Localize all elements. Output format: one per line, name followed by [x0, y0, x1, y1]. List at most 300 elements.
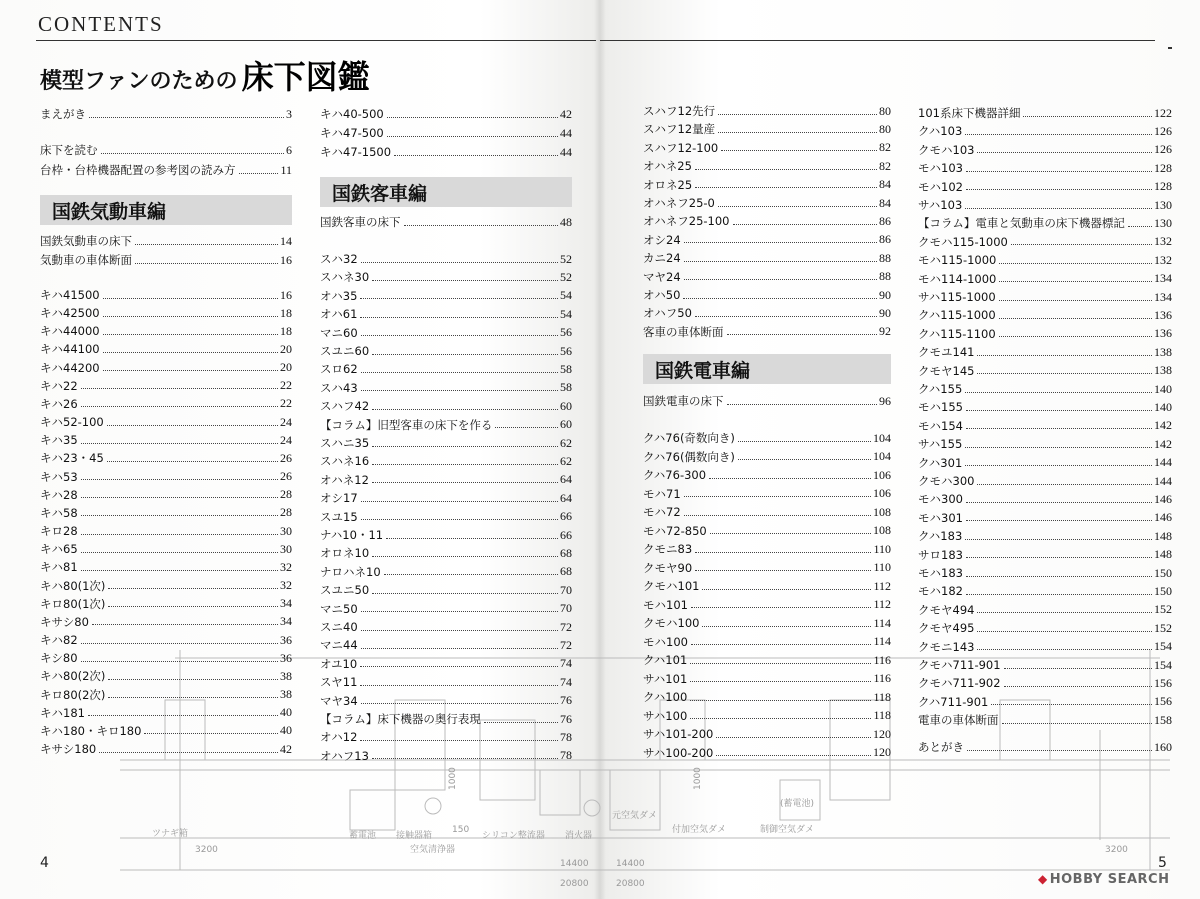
- right-page: [600, 0, 1200, 899]
- toc-entry[interactable]: [918, 398, 1172, 416]
- toc-entry[interactable]: [918, 619, 1172, 637]
- toc-entry[interactable]: [320, 600, 572, 618]
- toc-entry-title: 気動車の車体断面: [40, 253, 132, 267]
- toc-entry[interactable]: [320, 636, 572, 654]
- toc-entry[interactable]: [320, 342, 572, 360]
- toc-entry-title: キハ44100: [40, 342, 100, 357]
- toc-entry-page: 160: [1154, 739, 1172, 754]
- toc-entry[interactable]: [918, 214, 1172, 232]
- toc-entry-title: キハ80(2次): [40, 669, 106, 684]
- toc-entry[interactable]: [918, 601, 1172, 619]
- toc-entry[interactable]: [643, 670, 891, 688]
- toc-entry-page: 136: [1154, 307, 1172, 322]
- toc-entry[interactable]: [643, 212, 891, 230]
- toc-entry-page: 138: [1154, 344, 1172, 359]
- leader-dots: [361, 630, 558, 631]
- toc-entry-title: オハネ25: [643, 159, 692, 174]
- toc-entry-title: クハ76(奇数向き): [643, 431, 735, 445]
- toc-entry[interactable]: [320, 143, 572, 161]
- leader-dots: [108, 588, 278, 589]
- toc-entry-title: クモヤ90: [643, 560, 693, 575]
- toc-entry-title: オユ10: [320, 656, 358, 671]
- toc-entry-title: サハ103: [918, 198, 963, 212]
- toc-entry-page: 58: [560, 380, 572, 395]
- toc-entry[interactable]: [40, 486, 292, 504]
- toc-entry-title: マヤ34: [320, 693, 358, 708]
- toc-entry[interactable]: [40, 504, 292, 522]
- toc-entry[interactable]: [643, 614, 891, 632]
- toc-entry[interactable]: [643, 485, 891, 503]
- toc-entry-page: 6: [286, 142, 292, 157]
- toc-entry-title: クハ103: [918, 124, 963, 139]
- toc-entry[interactable]: [918, 674, 1172, 692]
- toc-entry-title: モハ155: [918, 400, 963, 415]
- toc-entry-page: 106: [873, 467, 891, 482]
- leader-dots: [372, 409, 558, 410]
- toc-entry-page: 90: [879, 305, 891, 320]
- toc-entry-page: 80: [879, 121, 891, 136]
- toc-entry-title: サロ183: [918, 547, 963, 562]
- toc-entry[interactable]: [918, 656, 1172, 674]
- toc-entry[interactable]: [320, 581, 572, 599]
- toc-entry-page: 32: [280, 578, 292, 593]
- toc-entry-title: キハ180・キロ180: [40, 723, 142, 738]
- toc-entry[interactable]: [643, 157, 891, 175]
- leader-dots: [709, 478, 871, 479]
- toc-entry[interactable]: [918, 738, 1172, 756]
- toc-entry-page: 118: [873, 689, 891, 704]
- toc-entry[interactable]: [643, 540, 891, 558]
- toc-entry[interactable]: [918, 104, 1172, 122]
- toc-entry[interactable]: [40, 649, 292, 667]
- toc-entry-title: マヤ24: [643, 269, 681, 284]
- toc-entry-title: スハフ42: [320, 399, 370, 414]
- toc-entry[interactable]: [918, 454, 1172, 472]
- toc-entry[interactable]: [643, 249, 891, 267]
- toc-entry[interactable]: [40, 704, 292, 722]
- toc-entry-page: 110: [873, 560, 891, 574]
- toc-entry[interactable]: [40, 449, 292, 467]
- toc-entry-title: クハ183: [918, 529, 963, 544]
- leader-dots: [999, 281, 1152, 282]
- leader-dots: [81, 661, 278, 662]
- toc-entry-title: オハフ50: [643, 306, 692, 321]
- toc-entry[interactable]: [918, 159, 1172, 177]
- toc-entry[interactable]: [643, 448, 891, 466]
- toc-entry-page: 70: [560, 601, 572, 616]
- toc-entry-page: 22: [280, 378, 292, 393]
- toc-entry-title: キロ28: [40, 524, 78, 539]
- toc-entry-page: 78: [560, 729, 572, 744]
- leader-dots: [360, 740, 558, 741]
- toc-entry[interactable]: [320, 673, 572, 691]
- toc-entry-page: 128: [1154, 160, 1172, 175]
- toc-entry[interactable]: [40, 395, 292, 413]
- leader-dots: [372, 482, 558, 483]
- toc-entry[interactable]: [320, 250, 572, 268]
- toc-entry-page: 152: [1154, 602, 1172, 617]
- toc-entry[interactable]: [643, 323, 891, 341]
- toc-entry[interactable]: [918, 509, 1172, 527]
- toc-entry[interactable]: [40, 141, 292, 159]
- toc-entry[interactable]: [40, 540, 292, 558]
- toc-entry-title: マニ60: [320, 325, 358, 340]
- drawing-dimension: 20800: [560, 879, 589, 889]
- toc-entry[interactable]: [320, 287, 572, 305]
- toc-entry[interactable]: [40, 722, 292, 740]
- toc-entry-page: 156: [1154, 675, 1172, 690]
- toc-entry[interactable]: [643, 725, 891, 743]
- toc-entry[interactable]: [643, 744, 891, 762]
- leader-dots: [684, 261, 877, 262]
- toc-entry[interactable]: [320, 360, 572, 378]
- toc-entry[interactable]: [320, 268, 572, 286]
- toc-entry[interactable]: [40, 595, 292, 613]
- toc-entry[interactable]: [320, 105, 572, 123]
- toc-column-2: [320, 0, 572, 899]
- leader-dots: [81, 515, 278, 516]
- toc-entry[interactable]: [918, 711, 1172, 729]
- page-number-left: 4: [40, 855, 49, 871]
- leader-dots: [684, 279, 877, 280]
- toc-entry[interactable]: [40, 232, 292, 250]
- toc-entry[interactable]: [918, 251, 1172, 269]
- toc-entry[interactable]: [40, 522, 292, 540]
- toc-entry-page: 112: [873, 578, 891, 593]
- toc-entry-title: サハ155: [918, 437, 963, 452]
- toc-entry-page: 106: [873, 486, 891, 500]
- toc-entry[interactable]: [918, 546, 1172, 564]
- toc-entry[interactable]: [918, 325, 1172, 343]
- toc-entry[interactable]: [643, 577, 891, 595]
- toc-entry[interactable]: [643, 522, 891, 540]
- toc-entry-page: 104: [873, 430, 891, 445]
- toc-entry-page: 54: [560, 306, 572, 321]
- toc-entry-title: キロ80(1次): [40, 596, 106, 611]
- toc-entry[interactable]: [643, 176, 891, 194]
- toc-entry-title: キハ80(1次): [40, 578, 106, 593]
- toc-entry-title: スユ15: [320, 509, 358, 524]
- toc-entry-title: サハ100-200: [643, 745, 714, 760]
- toc-entry[interactable]: [918, 196, 1172, 214]
- leader-dots: [977, 649, 1152, 650]
- section-heading-text: 国鉄気動車編: [52, 200, 167, 223]
- toc-entry[interactable]: [40, 686, 292, 704]
- toc-entry-title: まえがき: [40, 107, 86, 121]
- leader-dots: [695, 552, 871, 553]
- leader-dots: [977, 355, 1152, 356]
- toc-entry[interactable]: [40, 286, 292, 304]
- toc-entry-title: 【コラム】床下機器の奥行表現: [320, 712, 481, 726]
- toc-entry[interactable]: [918, 417, 1172, 435]
- leader-dots: [967, 750, 1152, 751]
- toc-entry[interactable]: [40, 558, 292, 576]
- drawing-label: 蓄電池: [349, 831, 377, 841]
- toc-entry[interactable]: [918, 380, 1172, 398]
- toc-entry[interactable]: [40, 413, 292, 431]
- toc-entry[interactable]: [40, 161, 292, 179]
- toc-entry-title: オハフ13: [320, 748, 369, 763]
- toc-entry-title: クモハ100: [643, 616, 700, 630]
- toc-entry-page: 92: [879, 324, 891, 339]
- toc-entry-title: モハ72: [643, 505, 681, 519]
- drawing-dimension: 150: [452, 825, 470, 835]
- leader-dots: [92, 624, 278, 625]
- toc-entry-title: オハ35: [320, 288, 358, 303]
- section-heading-text: 国鉄電車編: [655, 359, 751, 382]
- leader-dots: [733, 224, 877, 225]
- toc-entry[interactable]: [918, 490, 1172, 508]
- leader-dots: [372, 354, 558, 355]
- toc-entry-page: 88: [879, 269, 891, 284]
- leader-dots: [718, 114, 877, 115]
- toc-entry-title: キハ65: [40, 542, 78, 557]
- toc-entry[interactable]: [918, 362, 1172, 380]
- leader-dots: [108, 606, 278, 607]
- toc-entry-title: スハフ12先行: [643, 104, 716, 118]
- toc-entry-page: 26: [280, 450, 292, 465]
- toc-entry[interactable]: [918, 141, 1172, 159]
- toc-entry-title: キハ47-500: [320, 126, 384, 140]
- toc-entry[interactable]: [918, 178, 1172, 196]
- toc-entry[interactable]: [40, 740, 292, 758]
- toc-entry[interactable]: [320, 397, 572, 415]
- toc-entry[interactable]: [320, 508, 572, 526]
- leader-dots: [999, 336, 1152, 337]
- toc-entry-title: スハ32: [320, 252, 358, 266]
- toc-entry[interactable]: [320, 124, 572, 142]
- toc-entry[interactable]: [643, 268, 891, 286]
- leader-dots: [81, 552, 278, 553]
- toc-entry[interactable]: [643, 120, 891, 138]
- toc-entry[interactable]: [40, 251, 292, 269]
- drawing-label: 付加空気ダメ: [672, 825, 727, 835]
- toc-entry-page: 138: [1154, 363, 1172, 378]
- toc-entry-title: 台枠・台枠機器配置の参考図の読み方: [40, 163, 236, 177]
- toc-entry-page: 52: [560, 269, 572, 284]
- toc-entry[interactable]: [643, 139, 891, 157]
- toc-entry-title: サハ100: [643, 708, 688, 723]
- toc-entry[interactable]: [320, 305, 572, 323]
- leader-dots: [361, 262, 558, 263]
- toc-entry[interactable]: [40, 322, 292, 340]
- leader-dots: [107, 425, 278, 426]
- toc-entry[interactable]: [320, 213, 572, 231]
- toc-entry[interactable]: [918, 582, 1172, 600]
- toc-entry-title: モハ102: [918, 179, 963, 194]
- toc-entry-page: 96: [879, 393, 891, 408]
- toc-entry[interactable]: [40, 304, 292, 322]
- toc-entry-page: 144: [1154, 455, 1172, 470]
- toc-entry-page: 32: [280, 559, 292, 574]
- toc-entry-title: キハ26: [40, 396, 78, 411]
- toc-entry[interactable]: [918, 122, 1172, 140]
- toc-entry[interactable]: [643, 651, 891, 669]
- toc-entry[interactable]: [40, 377, 292, 395]
- toc-entry-title: モハ301: [918, 510, 963, 525]
- toc-entry[interactable]: [40, 577, 292, 595]
- leader-dots: [695, 169, 877, 170]
- toc-entry[interactable]: [320, 324, 572, 342]
- toc-entry-title: クハ115-1100: [918, 326, 996, 341]
- toc-entry-page: 3: [286, 106, 292, 121]
- toc-entry[interactable]: [918, 564, 1172, 582]
- leader-dots: [966, 576, 1152, 577]
- leader-dots: [372, 464, 558, 465]
- toc-entry-page: 130: [1154, 215, 1172, 230]
- toc-entry-title: サハ115-1000: [918, 290, 996, 304]
- leader-dots: [361, 390, 558, 391]
- toc-entry[interactable]: [643, 304, 891, 322]
- toc-entry[interactable]: [643, 596, 891, 614]
- toc-entry-page: 146: [1154, 510, 1172, 525]
- toc-entry[interactable]: [40, 105, 292, 123]
- toc-entry[interactable]: [643, 707, 891, 725]
- toc-entry[interactable]: [918, 270, 1172, 288]
- toc-entry[interactable]: [643, 392, 891, 410]
- toc-entry[interactable]: [40, 667, 292, 685]
- drawing-dimension: 3200: [1105, 845, 1128, 855]
- leader-dots: [999, 300, 1152, 301]
- toc-entry[interactable]: [643, 503, 891, 521]
- leader-dots: [103, 298, 278, 299]
- toc-entry-title: モハ103: [918, 161, 963, 176]
- toc-entry-page: 60: [560, 417, 572, 432]
- toc-entry-title: クハ711-901: [918, 694, 989, 709]
- toc-entry[interactable]: [918, 343, 1172, 361]
- toc-entry[interactable]: [320, 692, 572, 710]
- toc-entry[interactable]: [643, 194, 891, 212]
- leader-dots: [103, 370, 278, 371]
- toc-entry[interactable]: [643, 559, 891, 577]
- toc-entry[interactable]: [643, 466, 891, 484]
- toc-entry[interactable]: [320, 563, 572, 581]
- toc-entry-page: 76: [560, 711, 572, 726]
- toc-entry[interactable]: [918, 288, 1172, 306]
- toc-entry[interactable]: [918, 472, 1172, 490]
- toc-entry-page: 132: [1154, 234, 1172, 249]
- toc-entry[interactable]: [643, 688, 891, 706]
- drawing-dimension: 1000: [693, 767, 703, 790]
- leader-dots: [81, 570, 278, 571]
- toc-entry[interactable]: [643, 286, 891, 304]
- toc-entry[interactable]: [320, 526, 572, 544]
- toc-entry-page: 22: [280, 396, 292, 411]
- toc-entry-page: 84: [879, 195, 891, 210]
- toc-entry-page: 152: [1154, 620, 1172, 635]
- toc-entry-page: 88: [879, 250, 891, 265]
- toc-entry[interactable]: [40, 431, 292, 449]
- leader-dots: [966, 189, 1152, 190]
- toc-entry-title: キサシ80: [40, 614, 89, 629]
- toc-entry-title: クハ100: [643, 690, 688, 704]
- toc-entry-page: 36: [280, 650, 292, 665]
- toc-entry[interactable]: [320, 434, 572, 452]
- toc-entry[interactable]: [643, 429, 891, 447]
- toc-entry-page: 36: [280, 632, 292, 647]
- leader-dots: [977, 631, 1152, 632]
- toc-entry[interactable]: [918, 435, 1172, 453]
- leader-dots: [718, 132, 877, 133]
- toc-entry-page: 114: [873, 634, 891, 648]
- leader-dots: [966, 520, 1152, 521]
- toc-entry[interactable]: [320, 544, 572, 562]
- toc-entry[interactable]: [320, 710, 572, 728]
- toc-entry[interactable]: [320, 655, 572, 673]
- leader-dots: [108, 679, 278, 680]
- leader-dots: [718, 206, 877, 207]
- toc-entry-page: 64: [560, 472, 572, 487]
- toc-entry[interactable]: [643, 231, 891, 249]
- toc-entry[interactable]: [918, 233, 1172, 251]
- toc-entry-page: 82: [879, 158, 891, 173]
- leader-dots: [684, 496, 871, 497]
- leader-dots: [103, 352, 278, 353]
- toc-entry[interactable]: [643, 633, 891, 651]
- leader-dots: [387, 117, 558, 118]
- toc-entry-title: キハ42500: [40, 306, 100, 321]
- toc-entry-title: キハ41500: [40, 288, 100, 302]
- toc-entry[interactable]: [320, 618, 572, 636]
- toc-entry-title: キハ53: [40, 469, 78, 484]
- toc-entry-title: クハ76(偶数向き): [643, 449, 735, 464]
- toc-entry[interactable]: [918, 693, 1172, 711]
- toc-entry[interactable]: [40, 613, 292, 631]
- toc-entry-title: スハフ12量産: [643, 122, 716, 137]
- toc-entry-page: 18: [280, 323, 292, 338]
- toc-entry-title: オハ61: [320, 307, 358, 322]
- toc-entry-page: 44: [560, 144, 572, 159]
- toc-entry[interactable]: [40, 468, 292, 486]
- toc-entry-page: 126: [1154, 142, 1172, 157]
- drawing-label: ツナギ箱: [152, 829, 189, 839]
- toc-entry-page: 108: [873, 523, 891, 537]
- toc-entry[interactable]: [320, 452, 572, 470]
- toc-entry-page: 86: [879, 232, 891, 247]
- toc-entry-page: 156: [1154, 694, 1172, 709]
- toc-entry-title: モハ183: [918, 566, 963, 580]
- toc-entry[interactable]: [643, 102, 891, 120]
- leader-dots: [89, 117, 284, 118]
- toc-entry-title: 101系床下機器詳細: [918, 106, 1021, 120]
- leader-dots: [965, 392, 1152, 393]
- toc-entry[interactable]: [40, 340, 292, 358]
- toc-entry[interactable]: [320, 379, 572, 397]
- toc-entry-title: 国鉄気動車の床下: [40, 234, 132, 248]
- toc-entry[interactable]: [918, 638, 1172, 656]
- leader-dots: [372, 446, 558, 447]
- leader-dots: [695, 570, 871, 571]
- toc-entry-title: 国鉄電車の床下: [643, 394, 724, 408]
- toc-entry[interactable]: [320, 416, 572, 434]
- toc-entry[interactable]: [40, 359, 292, 377]
- leader-dots: [691, 607, 871, 608]
- leader-dots: [965, 465, 1152, 466]
- toc-entry[interactable]: [918, 306, 1172, 324]
- toc-entry[interactable]: [40, 631, 292, 649]
- toc-entry[interactable]: [320, 471, 572, 489]
- toc-entry-title: モハ154: [918, 418, 963, 433]
- leader-dots: [484, 722, 558, 723]
- toc-entry-page: 134: [1154, 271, 1172, 286]
- toc-entry[interactable]: [320, 728, 572, 746]
- toc-entry-title: キハ58: [40, 505, 78, 520]
- toc-entry[interactable]: [320, 489, 572, 507]
- toc-entry[interactable]: [320, 747, 572, 765]
- leader-dots: [361, 335, 558, 336]
- leader-dots: [394, 155, 558, 156]
- toc-entry[interactable]: [918, 527, 1172, 545]
